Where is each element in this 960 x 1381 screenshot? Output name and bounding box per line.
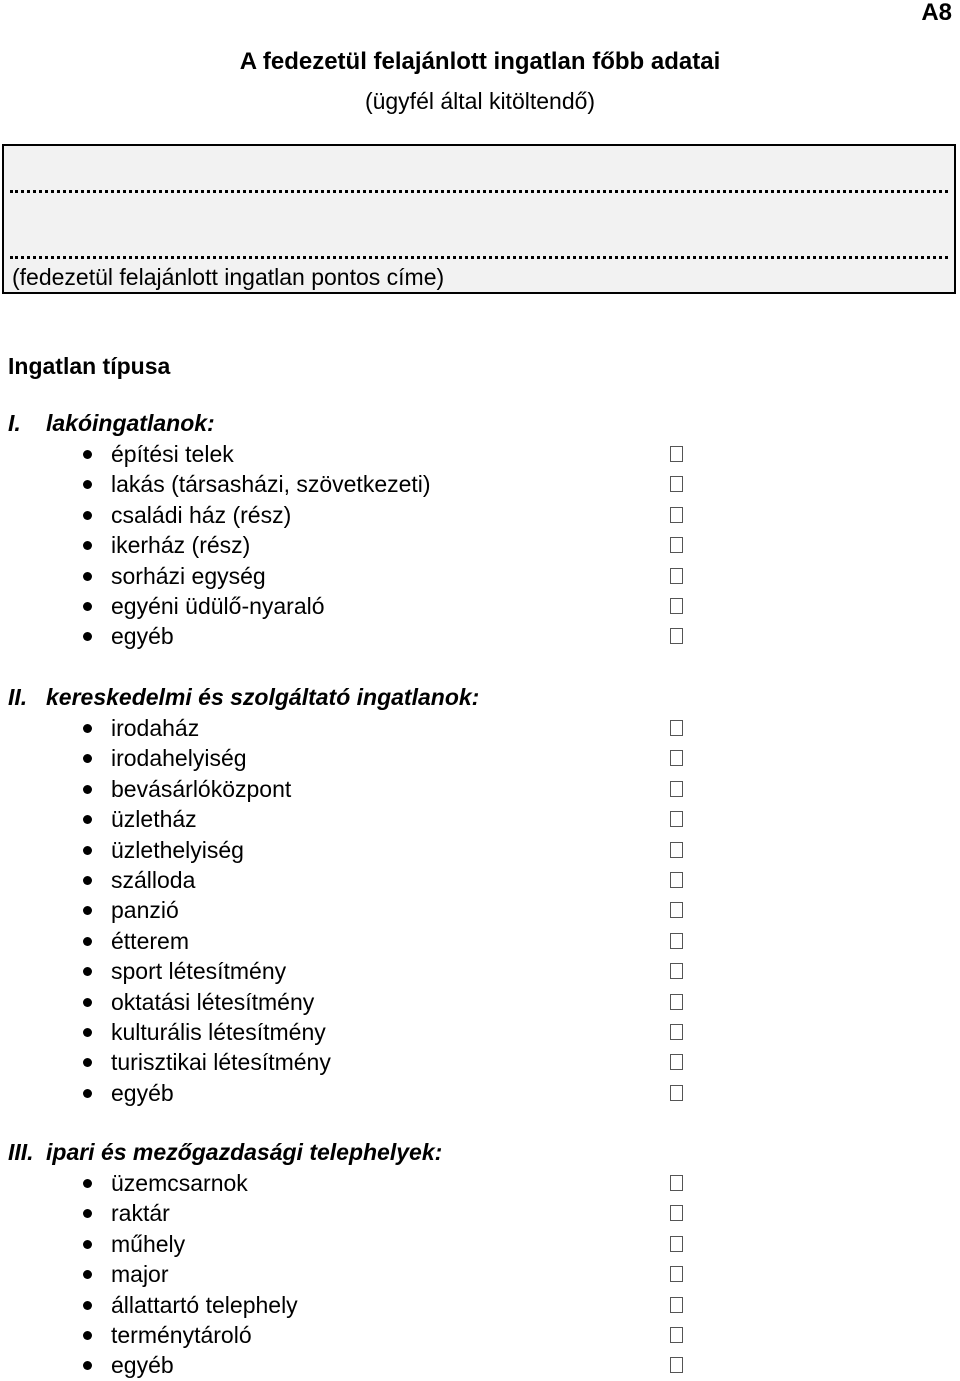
checklist-item xyxy=(0,1169,960,1199)
address-line-2[interactable] xyxy=(10,256,948,259)
checkbox[interactable] xyxy=(670,750,683,766)
item-label: kulturális létesítmény xyxy=(111,1019,326,1045)
checkbox[interactable] xyxy=(670,720,683,736)
section-heading-residential xyxy=(8,410,215,437)
checklist-item xyxy=(0,1291,960,1321)
item-label: üzemcsarnok xyxy=(111,1170,248,1196)
checklist-item xyxy=(0,896,960,926)
checkbox[interactable] xyxy=(670,1205,683,1221)
checkbox[interactable] xyxy=(670,842,683,858)
checkbox[interactable] xyxy=(670,994,683,1010)
bullet-icon xyxy=(83,1179,92,1188)
bullet-icon xyxy=(83,815,92,824)
address-line-1[interactable] xyxy=(10,190,948,193)
section-heading-industrial xyxy=(8,1139,442,1166)
checklist-item xyxy=(0,714,960,744)
bullet-icon xyxy=(83,754,92,763)
checklist-item xyxy=(0,927,960,957)
item-label: sorházi egység xyxy=(111,562,266,589)
item-label: üzlethelyiség xyxy=(111,836,244,863)
checkbox[interactable] xyxy=(670,963,683,979)
checklist-item xyxy=(0,836,960,866)
bullet-icon xyxy=(83,632,92,641)
checklist-item xyxy=(0,1079,960,1109)
bullet-icon xyxy=(83,511,92,520)
checkbox[interactable] xyxy=(670,598,683,614)
bullet-icon xyxy=(83,785,92,794)
checklist-item xyxy=(0,531,960,561)
checkbox[interactable] xyxy=(670,1054,683,1070)
item-label: irodaház xyxy=(111,715,200,741)
checkbox[interactable] xyxy=(670,476,683,492)
checkbox[interactable] xyxy=(670,1297,683,1313)
checkbox[interactable] xyxy=(670,628,683,644)
checkbox[interactable] xyxy=(670,537,683,553)
checklist-item xyxy=(0,1018,960,1048)
checkbox[interactable] xyxy=(670,1357,683,1373)
item-label: bevásárlóközpont xyxy=(111,775,292,802)
checkbox[interactable] xyxy=(670,1024,683,1040)
checklist-item xyxy=(0,440,960,470)
section-number: III. xyxy=(8,1139,34,1165)
checkbox[interactable] xyxy=(670,446,683,462)
item-label: egyéb xyxy=(111,1352,174,1379)
checklist-item xyxy=(0,562,960,592)
checklist-item xyxy=(0,1260,960,1290)
checkbox[interactable] xyxy=(670,568,683,584)
checklist-item xyxy=(0,1321,960,1351)
checklist-item xyxy=(0,775,960,805)
checkbox[interactable] xyxy=(670,1085,683,1101)
checklist-item xyxy=(0,744,960,774)
checklist-item xyxy=(0,1048,960,1078)
checklist-item xyxy=(0,501,960,531)
page-code: A8 xyxy=(921,0,952,26)
item-label: oktatási létesítmény xyxy=(111,988,315,1015)
section-title: kereskedelmi és szolgáltató ingatlanok: xyxy=(46,684,480,710)
bullet-icon xyxy=(83,1028,92,1037)
bullet-icon xyxy=(83,937,92,946)
bullet-icon xyxy=(83,602,92,611)
item-label: sport létesítmény xyxy=(111,958,287,985)
bullet-icon xyxy=(83,450,92,459)
checklist-item xyxy=(0,1230,960,1260)
bullet-icon xyxy=(83,1331,92,1340)
checklist-item xyxy=(0,866,960,896)
address-caption: (fedezetül felajánlott ingatlan pontos címe) xyxy=(12,264,445,290)
checklist-item xyxy=(0,805,960,835)
checkbox[interactable] xyxy=(670,781,683,797)
document-subtitle: (ügyfél által kitöltendő) xyxy=(364,88,596,114)
bullet-icon xyxy=(83,1270,92,1279)
checkbox[interactable] xyxy=(670,933,683,949)
checklist-item xyxy=(0,592,960,622)
checkbox[interactable] xyxy=(670,507,683,523)
item-label: építési telek xyxy=(111,441,234,467)
bullet-icon xyxy=(83,846,92,855)
bullet-icon xyxy=(83,572,92,581)
item-label: irodahelyiség xyxy=(111,745,247,772)
item-label: szálloda xyxy=(111,867,196,893)
item-label: raktár xyxy=(111,1200,170,1227)
item-label: turisztikai létesítmény xyxy=(111,1049,331,1076)
checklist-item xyxy=(0,988,960,1018)
checkbox[interactable] xyxy=(670,902,683,918)
bullet-icon xyxy=(83,998,92,1007)
bullet-icon xyxy=(83,1209,92,1218)
checkbox[interactable] xyxy=(670,1327,683,1343)
document-title: A fedezetül felajánlott ingatlan főbb adatai xyxy=(239,48,721,75)
bullet-icon xyxy=(83,1058,92,1067)
checkbox[interactable] xyxy=(670,872,683,888)
checklist-item xyxy=(0,470,960,500)
bullet-icon xyxy=(83,1089,92,1098)
checkbox[interactable] xyxy=(670,1266,683,1282)
bullet-icon xyxy=(83,724,92,733)
bullet-icon xyxy=(83,480,92,489)
bullet-icon xyxy=(83,1240,92,1249)
bullet-icon xyxy=(83,876,92,885)
item-label: egyéb xyxy=(111,1079,174,1106)
bullet-icon xyxy=(83,967,92,976)
checklist-item xyxy=(0,1351,960,1381)
item-label: egyéni üdülő-nyaraló xyxy=(111,593,325,619)
item-label: egyéb xyxy=(111,623,174,650)
item-label: ikerház (rész) xyxy=(111,532,251,559)
item-label: major xyxy=(111,1261,169,1288)
section-title: lakóingatlanok: xyxy=(46,410,215,436)
item-label: panzió xyxy=(111,897,179,924)
bullet-icon xyxy=(83,906,92,915)
checklist-item xyxy=(0,957,960,987)
item-label: műhely xyxy=(111,1230,186,1257)
checkbox[interactable] xyxy=(670,1236,683,1252)
item-label: lakás (társasházi, szövetkezeti) xyxy=(111,471,431,498)
address-field[interactable] xyxy=(2,144,956,294)
item-label: terménytároló xyxy=(111,1322,252,1348)
section-heading-commercial xyxy=(8,684,479,711)
section-title: ipari és mezőgazdasági telephelyek: xyxy=(46,1139,443,1165)
checklist-item xyxy=(0,622,960,652)
section-number: I. xyxy=(8,410,21,436)
item-label: családi ház (rész) xyxy=(111,501,292,528)
bullet-icon xyxy=(83,541,92,550)
item-label: üzletház xyxy=(111,806,197,833)
property-type-heading: Ingatlan típusa xyxy=(8,353,171,379)
bullet-icon xyxy=(83,1361,92,1370)
checkbox[interactable] xyxy=(670,811,683,827)
item-label: étterem xyxy=(111,927,189,954)
bullet-icon xyxy=(83,1301,92,1310)
item-label: állattartó telephely xyxy=(111,1291,298,1318)
checklist-item xyxy=(0,1199,960,1229)
section-number: II. xyxy=(8,684,28,710)
checkbox[interactable] xyxy=(670,1175,683,1191)
